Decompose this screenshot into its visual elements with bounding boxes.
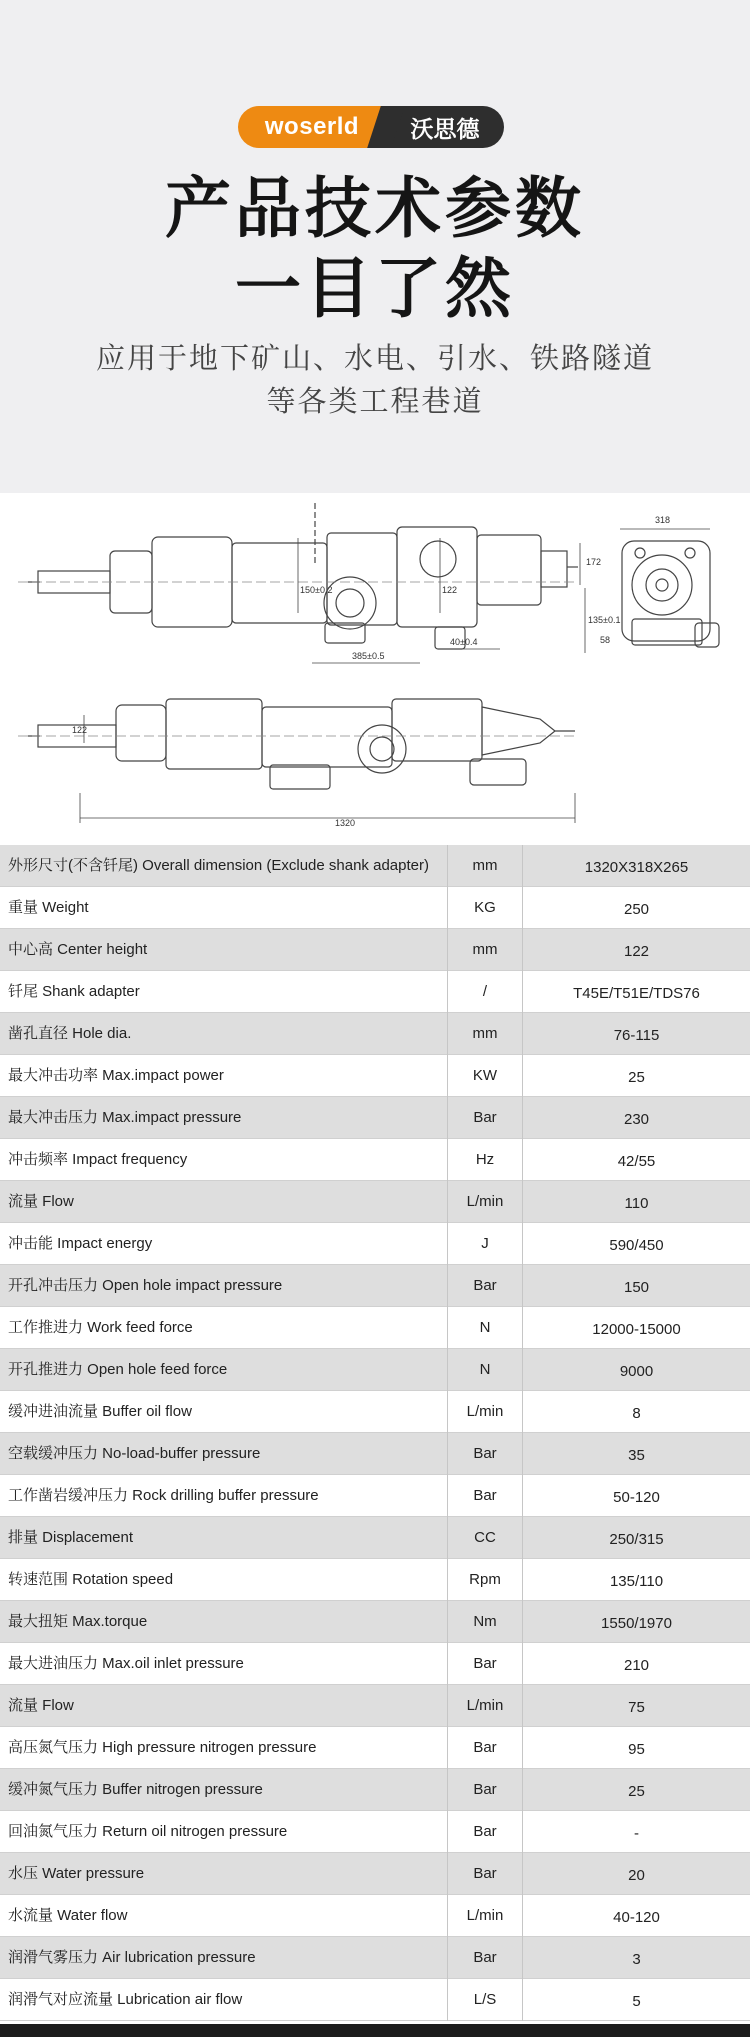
spec-value: 1550/1970 xyxy=(601,1615,672,1632)
spec-unit: Bar xyxy=(447,1475,523,1517)
spec-unit: L/min xyxy=(447,1391,523,1433)
dim-1320: 1320 xyxy=(335,818,356,828)
spec-unit: mm xyxy=(447,1013,523,1055)
spec-unit: Bar xyxy=(447,1727,523,1769)
table-row xyxy=(0,1937,750,1979)
spec-value: 210 xyxy=(623,1657,650,1674)
spec-value: 42/55 xyxy=(617,1153,656,1170)
spec-unit: mm xyxy=(447,845,523,887)
spec-name: 工作凿岩缓冲压力 Rock drilling buffer pressure xyxy=(8,1487,319,1504)
spec-unit: Bar xyxy=(447,1643,523,1685)
dim-122-side: 122 xyxy=(72,725,88,735)
dim-122-top: 122 xyxy=(442,585,458,595)
spec-name: 冲击频率 Impact frequency xyxy=(8,1151,188,1168)
brand-name-cn-box xyxy=(386,106,504,148)
spec-value: 250/315 xyxy=(609,1531,664,1548)
spec-unit: CC xyxy=(447,1517,523,1559)
spec-name: 水压 Water pressure xyxy=(8,1865,145,1882)
spec-unit: Nm xyxy=(447,1601,523,1643)
table-row xyxy=(0,1475,750,1517)
hero-banner xyxy=(0,0,750,493)
spec-name: 空载缓冲压力 No-load-buffer pressure xyxy=(8,1445,261,1462)
brand-name-en: woserld xyxy=(238,106,386,148)
table-row xyxy=(0,1895,750,1937)
drill-schematic xyxy=(0,493,750,845)
table-row xyxy=(0,845,750,887)
spec-name: 排量 Displacement xyxy=(8,1529,134,1546)
spec-unit: Bar xyxy=(447,1433,523,1475)
spec-value: 75 xyxy=(628,1699,645,1716)
spec-value: 250 xyxy=(623,901,650,918)
table-row xyxy=(0,1139,750,1181)
spec-value: 150 xyxy=(623,1279,650,1296)
spec-name: 转速范围 Rotation speed xyxy=(8,1571,174,1588)
table-row xyxy=(0,1265,750,1307)
spec-name: 冲击能 Impact energy xyxy=(8,1235,153,1252)
spec-value: 1320X318X265 xyxy=(584,859,689,876)
table-row xyxy=(0,1643,750,1685)
spec-name: 凿孔直径 Hole dia. xyxy=(8,1025,132,1042)
spec-unit: Bar xyxy=(447,1937,523,1979)
technical-drawing xyxy=(0,493,750,845)
spec-name: 重量 Weight xyxy=(8,899,89,916)
spec-name: 开孔推进力 Open hole feed force xyxy=(8,1361,228,1378)
table-row xyxy=(0,1979,750,2021)
table-row xyxy=(0,1307,750,1349)
spec-name: 流量 Flow xyxy=(8,1193,74,1210)
spec-unit: / xyxy=(447,971,523,1013)
spec-value: T45E/T51E/TDS76 xyxy=(573,985,700,1002)
table-row xyxy=(0,929,750,971)
table-row xyxy=(0,971,750,1013)
spec-unit: KW xyxy=(447,1055,523,1097)
spec-unit: Bar xyxy=(447,1265,523,1307)
spec-name: 水流量 Water flow xyxy=(8,1907,128,1924)
table-row xyxy=(0,1433,750,1475)
spec-name: 回油氮气压力 Return oil nitrogen pressure xyxy=(8,1823,288,1840)
spec-value: 9000 xyxy=(619,1363,654,1380)
spec-value: - xyxy=(634,1825,639,1842)
spec-unit: J xyxy=(447,1223,523,1265)
table-row xyxy=(0,1349,750,1391)
spec-value: 95 xyxy=(628,1741,645,1758)
spec-name: 流量 Flow xyxy=(8,1697,74,1714)
spec-name: 润滑气对应流量 Lubrication air flow xyxy=(8,1991,243,2008)
dim-58: 58 xyxy=(600,635,611,645)
spec-value: 25 xyxy=(628,1783,645,1800)
table-row xyxy=(0,1685,750,1727)
spec-table xyxy=(0,845,750,2021)
dim-40: 40±0.4 xyxy=(450,637,478,647)
spec-value: 5 xyxy=(632,1993,641,2010)
table-row xyxy=(0,1727,750,1769)
spec-unit: L/S xyxy=(447,1979,523,2021)
spec-value: 590/450 xyxy=(609,1237,664,1254)
spec-name: 开孔冲击压力 Open hole impact pressure xyxy=(8,1277,283,1294)
spec-unit: KG xyxy=(447,887,523,929)
spec-name: 最大进油压力 Max.oil inlet pressure xyxy=(8,1655,244,1672)
spec-value: 122 xyxy=(623,943,650,960)
hero-title-line1: 产品技术参数 xyxy=(165,171,585,245)
spec-unit: N xyxy=(447,1349,523,1391)
spec-unit: Hz xyxy=(447,1139,523,1181)
spec-value: 12000-15000 xyxy=(592,1321,681,1338)
table-row xyxy=(0,1055,750,1097)
spec-unit: L/min xyxy=(447,1685,523,1727)
dim-318: 318 xyxy=(655,515,671,525)
table-row xyxy=(0,1811,750,1853)
dim-385: 385±0.5 xyxy=(352,651,385,661)
spec-value: 3 xyxy=(632,1951,641,1968)
brand-badge xyxy=(238,106,504,148)
spec-unit: Bar xyxy=(447,1769,523,1811)
spec-value: 20 xyxy=(628,1867,645,1884)
table-row xyxy=(0,887,750,929)
dim-135: 135±0.1 xyxy=(588,615,621,625)
table-row xyxy=(0,1223,750,1265)
spec-name: 中心高 Center height xyxy=(8,941,148,958)
spec-unit: N xyxy=(447,1307,523,1349)
table-row xyxy=(0,1391,750,1433)
spec-name: 钎尾 Shank adapter xyxy=(8,983,140,1000)
spec-value: 40-120 xyxy=(613,1909,660,1926)
spec-value: 230 xyxy=(623,1111,650,1128)
dim-172: 172 xyxy=(586,557,602,567)
spec-unit: L/min xyxy=(447,1181,523,1223)
table-row xyxy=(0,1769,750,1811)
table-row xyxy=(0,1517,750,1559)
spec-name: 高压氮气压力 High pressure nitrogen pressure xyxy=(8,1739,317,1756)
table-row xyxy=(0,1013,750,1055)
spec-unit: Bar xyxy=(447,1811,523,1853)
spec-unit: Bar xyxy=(447,1097,523,1139)
spec-value: 76-115 xyxy=(613,1027,660,1044)
spec-name: 最大扭矩 Max.torque xyxy=(8,1613,148,1630)
spec-name: 外形尺寸(不含钎尾) Overall dimension (Exclude shank adapter) xyxy=(8,857,429,874)
hero-title-line2: 一目了然 xyxy=(235,251,515,325)
spec-unit: Bar xyxy=(447,1853,523,1895)
spec-name: 最大冲击压力 Max.impact pressure xyxy=(8,1109,242,1126)
spec-unit: Rpm xyxy=(447,1559,523,1601)
spec-value: 35 xyxy=(628,1447,645,1464)
table-row xyxy=(0,1601,750,1643)
spec-value: 50-120 xyxy=(613,1489,660,1506)
spec-unit: L/min xyxy=(447,1895,523,1937)
table-row xyxy=(0,1853,750,1895)
table-row xyxy=(0,1559,750,1601)
spec-name: 润滑气雾压力 Air lubrication pressure xyxy=(8,1949,256,1966)
table-row xyxy=(0,1097,750,1139)
table-row xyxy=(0,1181,750,1223)
dim-150: 150±0.2 xyxy=(300,585,333,595)
footer-bar xyxy=(0,2024,750,2037)
spec-value: 110 xyxy=(624,1195,649,1212)
spec-name: 缓冲进油流量 Buffer oil flow xyxy=(8,1403,192,1420)
spec-value: 135/110 xyxy=(609,1573,664,1590)
spec-unit: mm xyxy=(447,929,523,971)
hero-subtitle-line1: 应用于地下矿山、水电、引水、铁路隧道 xyxy=(95,343,654,375)
spec-name: 最大冲击功率 Max.impact power xyxy=(8,1067,224,1084)
hero-subtitle-line2: 等各类工程巷道 xyxy=(266,386,484,418)
spec-value: 8 xyxy=(632,1405,641,1422)
spec-value: 25 xyxy=(628,1069,645,1086)
spec-name: 工作推进力 Work feed force xyxy=(8,1319,193,1336)
brand-name-cn: 沃思德 xyxy=(410,115,480,142)
spec-name: 缓冲氮气压力 Buffer nitrogen pressure xyxy=(8,1781,263,1798)
